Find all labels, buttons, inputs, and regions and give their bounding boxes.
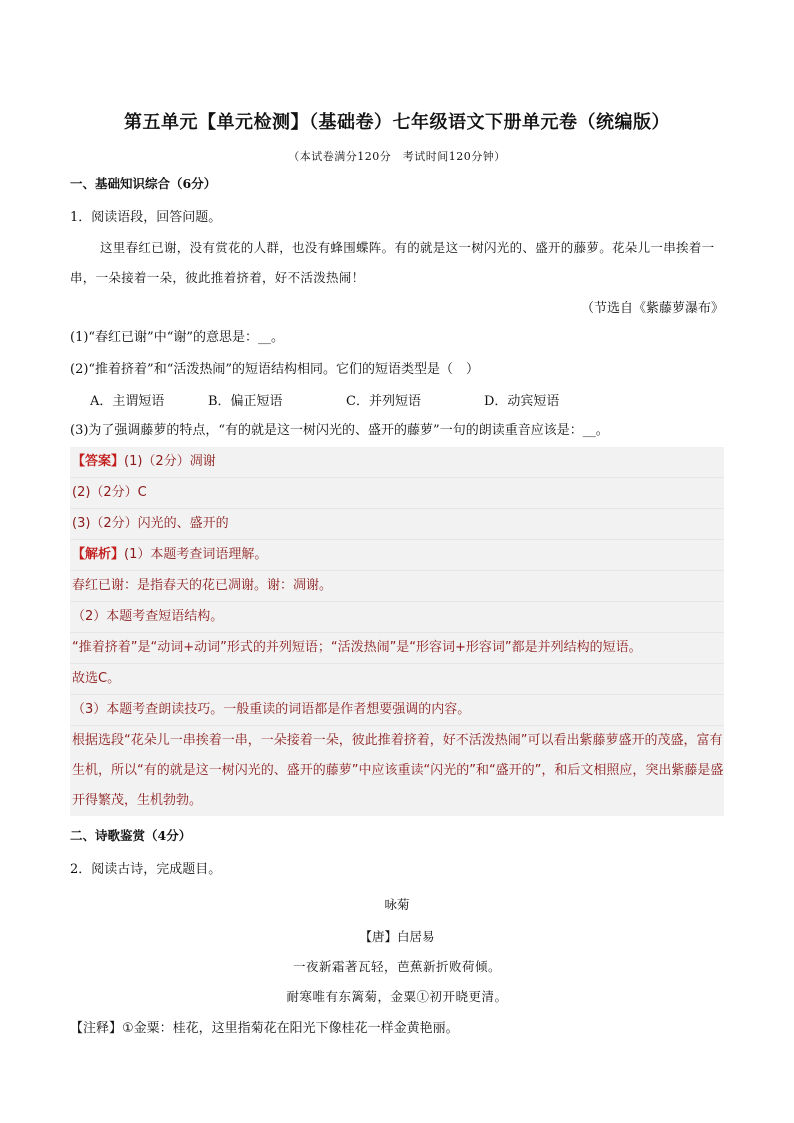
answer-1: (1)（2分）凋谢 [124,454,216,469]
sub-question-3: (3)为了强调藤萝的特点，“有的就是这一树闪光的、盛开的藤萝”一句的朗读重音应该是：__。 [70,423,609,438]
section-heading-2: 二、诗歌鉴赏（4分） [70,828,192,843]
answer-row-1 [70,447,724,478]
answer-block [70,447,724,816]
choice-d: D．动宾短语 [484,394,560,409]
section-heading-1: 一、基础知识综合（6分） [70,176,217,191]
answer-2: (2)（2分）C [70,478,724,509]
document-subtitle: （本试卷满分120分 考试时间120分钟） [288,150,506,163]
poem-line-2: 耐寒唯有东篱菊，金粟①初开晓更清。 [286,989,508,1004]
analysis-5: 故选C。 [70,664,724,695]
sub-question-2: (2)“推着挤着”和“活泼热闹”的短语结构相同。它们的短语类型是（ ） [70,362,479,377]
sub-question-1: (1)“春红已谢”中“谢”的意思是：__。 [70,330,284,345]
choice-a: A．主谓短语 [90,394,165,409]
document-title: 第五单元【单元检测】（基础卷）七年级语文下册单元卷（统编版） [124,112,670,133]
analysis-4: “推着挤着”是“动词+动词”形式的并列短语；“活泼热闹”是“形容词+形容词”都是并列结构的短语。 [70,633,724,664]
answer-3: (3)（2分）闪光的、盛开的 [70,509,724,540]
reading-passage: 这里春红已谢，没有赏花的人群，也没有蜂围蝶阵。有的就是这一树闪光的、盛开的藤萝。花朵儿一串挨着一串，一朵接着一朵，彼此推着挤着，好不活泼热闹！ [70,240,715,285]
analysis-row-1 [70,540,724,571]
analysis-1: (1）本题考查词语理解。 [124,547,268,562]
question-2: 2．阅读古诗，完成题目。 [70,862,222,877]
answer-tag: 【答案】 [72,454,125,469]
analysis-2: 春红已谢：是指春天的花已凋谢。谢：凋谢。 [70,571,724,602]
choice-c: C．并列短语 [346,394,421,409]
poem-line-1: 一夜新霜著瓦轻，芭蕉新折败荷倾。 [292,959,501,974]
passage-source: （节选自《紫藤萝瀑布》 [580,301,724,316]
analysis-3: （2）本题考查短语结构。 [70,602,724,633]
analysis-tag: 【解析】 [72,547,125,562]
choice-b: B．偏正短语 [208,394,283,409]
analysis-7: 根据选段“花朵儿一串挨着一串，一朵接着一朵，彼此推着挤着，好不活泼热闹”可以看出紫藤萝盛开的茂盛，富有生机，所以“有的就是这一树闪光的、盛开的藤萝”中应该重读“闪光的”和“盛开的”，和后文相照应，突出紫藤是盛开得繁茂，生机勃勃。 [72,733,724,808]
poem-author: 【唐】白居易 [359,929,435,944]
question-1: 1．阅读语段，回答问题。 [70,210,222,225]
analysis-6: （3）本题考查朗读技巧。一般重读的词语都是作者想要强调的内容。 [70,695,724,726]
choice-list [70,390,724,409]
document-content [70,100,724,1036]
poem-note: 【注释】①金粟：桂花，这里指菊花在阳光下像桂花一样金黄艳丽。 [70,1021,459,1036]
poem-title: 咏菊 [384,897,410,912]
